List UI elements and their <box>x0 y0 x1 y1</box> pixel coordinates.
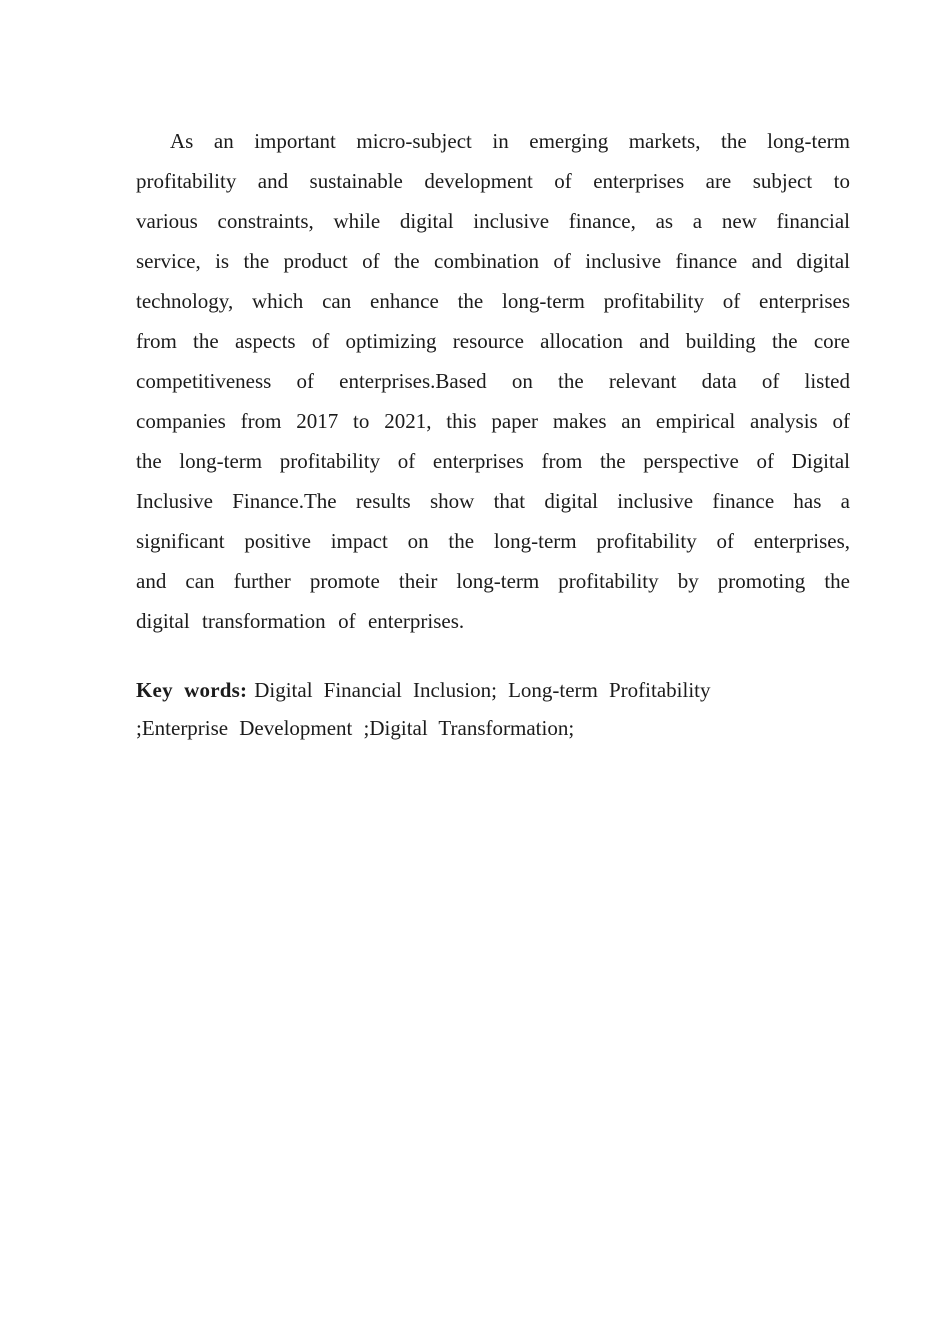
abstract-paragraph <box>136 121 850 641</box>
abstract-line: from the aspects of optimizing resource allocation and building the core <box>136 329 850 353</box>
abstract-line: and can further promote their long-term profitability by promoting the <box>136 569 850 593</box>
abstract-line: digital transformation of enterprises. <box>136 609 465 633</box>
keywords-line1-text: Digital Financial Inclusion; Long-term Profitability <box>254 678 711 702</box>
keywords-line-1 <box>136 671 850 709</box>
abstract-line: significant positive impact on the long-term profitability of enterprises, <box>136 529 850 553</box>
keywords-label: Key words: <box>136 678 248 702</box>
abstract-line: Inclusive Finance.The results show that digital inclusive finance has a <box>136 489 850 513</box>
abstract-line: the long-term profitability of enterprises from the perspective of Digital <box>136 449 850 473</box>
abstract-line: profitability and sustainable development of enterprises are subject to <box>136 169 850 193</box>
abstract-line: companies from 2017 to 2021, this paper makes an empirical analysis of <box>136 409 850 433</box>
abstract-line: various constraints, while digital inclusive finance, as a new financial <box>136 209 850 233</box>
abstract-line: service, is the product of the combination of inclusive finance and digital <box>136 249 850 273</box>
abstract-line: competitiveness of enterprises.Based on the relevant data of listed <box>136 369 850 393</box>
keywords-line-2: ;Enterprise Development ;Digital Transformation; <box>136 716 575 740</box>
abstract-line: As an important micro-subject in emerging markets, the long-term <box>170 129 850 153</box>
abstract-line: technology, which can enhance the long-term profitability of enterprises <box>136 289 850 313</box>
keywords-paragraph <box>136 671 850 747</box>
